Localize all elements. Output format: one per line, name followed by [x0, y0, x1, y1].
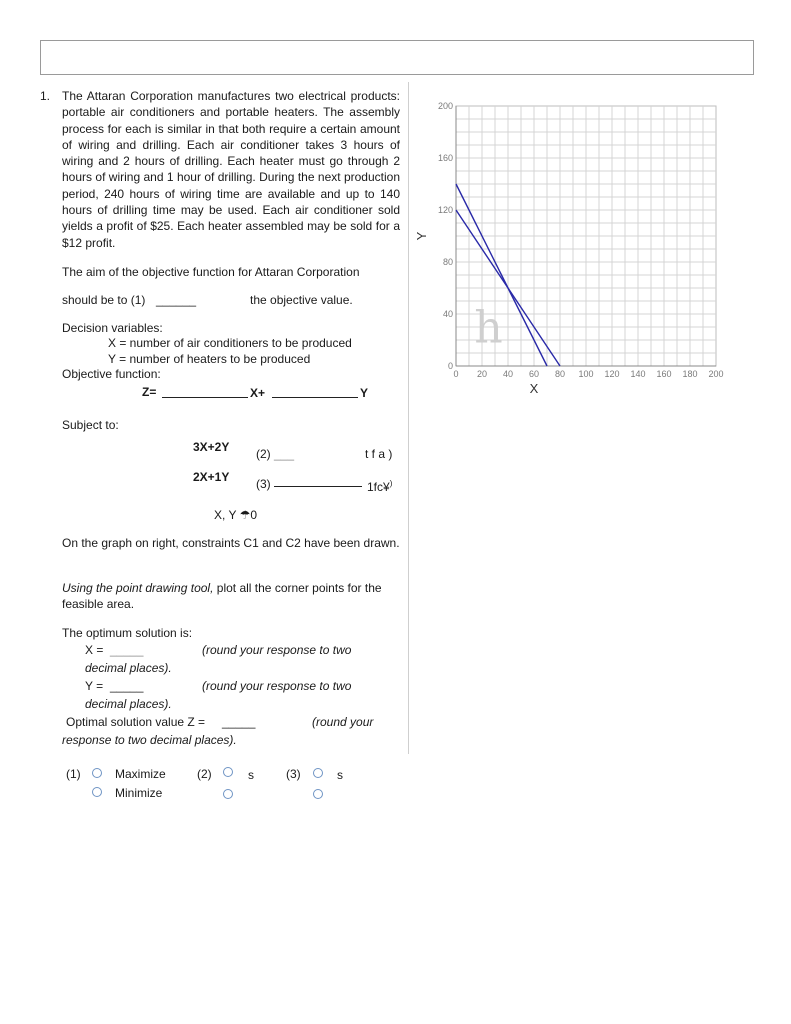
objective-x-input[interactable]: [162, 386, 248, 399]
header-box: [40, 40, 754, 75]
choice-group2-label: (2): [197, 767, 212, 781]
x-tick-label: 0: [453, 369, 459, 379]
y-tick-label: 160: [437, 153, 453, 163]
constraint2-rhs: [367, 476, 392, 495]
round-note-y: (round your response to two: [202, 679, 352, 693]
choice-maximize-label: Maximize: [115, 767, 166, 781]
radio-group3-option1[interactable]: [313, 768, 323, 778]
x-tick-label: 140: [630, 369, 646, 379]
opt-z-label: Optimal solution value Z =: [66, 715, 206, 729]
watermark-glyph: h: [474, 302, 503, 354]
constraint2-sign-dropdown[interactable]: [274, 475, 362, 488]
graph-canvas[interactable]: [410, 92, 740, 402]
decision-x: X = number of air conditioners to be produced: [108, 336, 352, 350]
opt-y-input[interactable]: _____: [110, 679, 144, 693]
subject-to: Subject to:: [62, 418, 119, 432]
constraint1-rhs: t f a ): [365, 447, 393, 461]
x-tick-label: 20: [476, 369, 488, 379]
x-tick-label: 100: [578, 369, 594, 379]
round-note-x: (round your response to two: [202, 643, 352, 657]
objective-y-input[interactable]: [272, 386, 358, 399]
constraint1-sign-dropdown[interactable]: ___: [274, 447, 295, 461]
y-tick-label: 200: [437, 101, 453, 111]
choice-group2-option-label: s: [248, 768, 254, 782]
y-tick-label: 40: [442, 309, 453, 319]
round-note-z: (round your: [312, 715, 374, 729]
y-tick-label: 0: [447, 361, 453, 371]
instruction-italic: Using the point drawing tool,: [62, 581, 214, 595]
objective-z: Z=: [142, 385, 157, 399]
choice-group3-option-label: s: [337, 768, 343, 782]
x-tick-label: 60: [528, 369, 540, 379]
should-be-prefix: should be to (1): [62, 293, 146, 307]
opt-x-input[interactable]: _____: [110, 643, 144, 657]
radio-maximize[interactable]: [92, 768, 102, 778]
y-tick-label: 80: [442, 257, 453, 267]
instruction: [62, 580, 400, 612]
problem-text: The Attaran Corporation manufactures two electrical products: portable air conditioners and portable heaters. The assembly process for each is similar in that both require a certain amount of wiring and drilling. Each air conditioner takes 3 hours of wiring and 2 hours of drilling. Each heater must go through 2 hours of wiring and 1 hour of drilling. During the next production period, 240 hours of wiring time are available and up to 140 hours of drilling time may be used. Each air conditioner sold yields a profit of $25. Each heater assembled may be sold for a $12 profit.: [62, 89, 400, 250]
radio-group3-option2[interactable]: [313, 789, 323, 799]
objective-heading: Objective function:: [62, 367, 161, 381]
x-tick-label: 120: [604, 369, 620, 379]
column-divider: [408, 82, 409, 754]
opt-y-label: Y =: [85, 679, 104, 693]
round-note-x-2: decimal places).: [85, 661, 172, 675]
objective-x-label: X+: [250, 386, 266, 400]
dropdown-blank-1[interactable]: ______: [156, 293, 197, 307]
constraint1-label: (2): [256, 447, 271, 461]
should-be-suffix: the objective value.: [250, 293, 353, 307]
radio-group2-option1[interactable]: [223, 767, 233, 777]
nonnegativity: X, Y ☂0: [214, 508, 258, 522]
constraint2-expr: 2X+1Y: [193, 470, 230, 484]
opt-z-input[interactable]: _____: [222, 715, 256, 729]
question-number: 1.: [40, 89, 51, 103]
choice-group1-label: (1): [66, 767, 81, 781]
y-tick-label: 120: [437, 205, 453, 215]
constraint-graph[interactable]: [410, 92, 740, 402]
decision-heading: Decision variables:: [62, 321, 163, 335]
round-note-z-2: response to two decimal places).: [62, 733, 237, 747]
x-tick-label: 80: [554, 369, 566, 379]
x-tick-label: 40: [502, 369, 514, 379]
x-tick-label: 160: [656, 369, 672, 379]
constraint2-label: (3): [256, 477, 271, 491]
aim-text: The aim of the objective function for Attaran Corporation: [62, 265, 360, 279]
optimum-heading: The optimum solution is:: [62, 626, 193, 640]
round-note-y-2: decimal places).: [85, 697, 172, 711]
constraint2-rhs-mark: ): [389, 479, 393, 488]
constraint2-rhs-text: 1fc¥: [367, 480, 390, 494]
objective-y-label: Y: [360, 386, 369, 400]
x-tick-label: 180: [682, 369, 698, 379]
y-axis-title: Y: [414, 231, 429, 241]
choice-group3-label: (3): [286, 767, 301, 781]
graph-note: On the graph on right, constraints C1 and C2 have been drawn.: [62, 536, 400, 550]
radio-minimize[interactable]: [92, 787, 102, 797]
instruction-rest: plot all the corner points for the feasible area.: [62, 581, 382, 611]
constraint1-expr: 3X+2Y: [193, 440, 230, 454]
opt-x-label: X =: [85, 643, 104, 657]
radio-group2-option2[interactable]: [223, 789, 233, 799]
choice-minimize-label: Minimize: [115, 786, 163, 800]
x-tick-label: 200: [708, 369, 724, 379]
decision-y: Y = number of heaters to be produced: [108, 352, 311, 366]
x-axis-title: X: [529, 381, 539, 396]
